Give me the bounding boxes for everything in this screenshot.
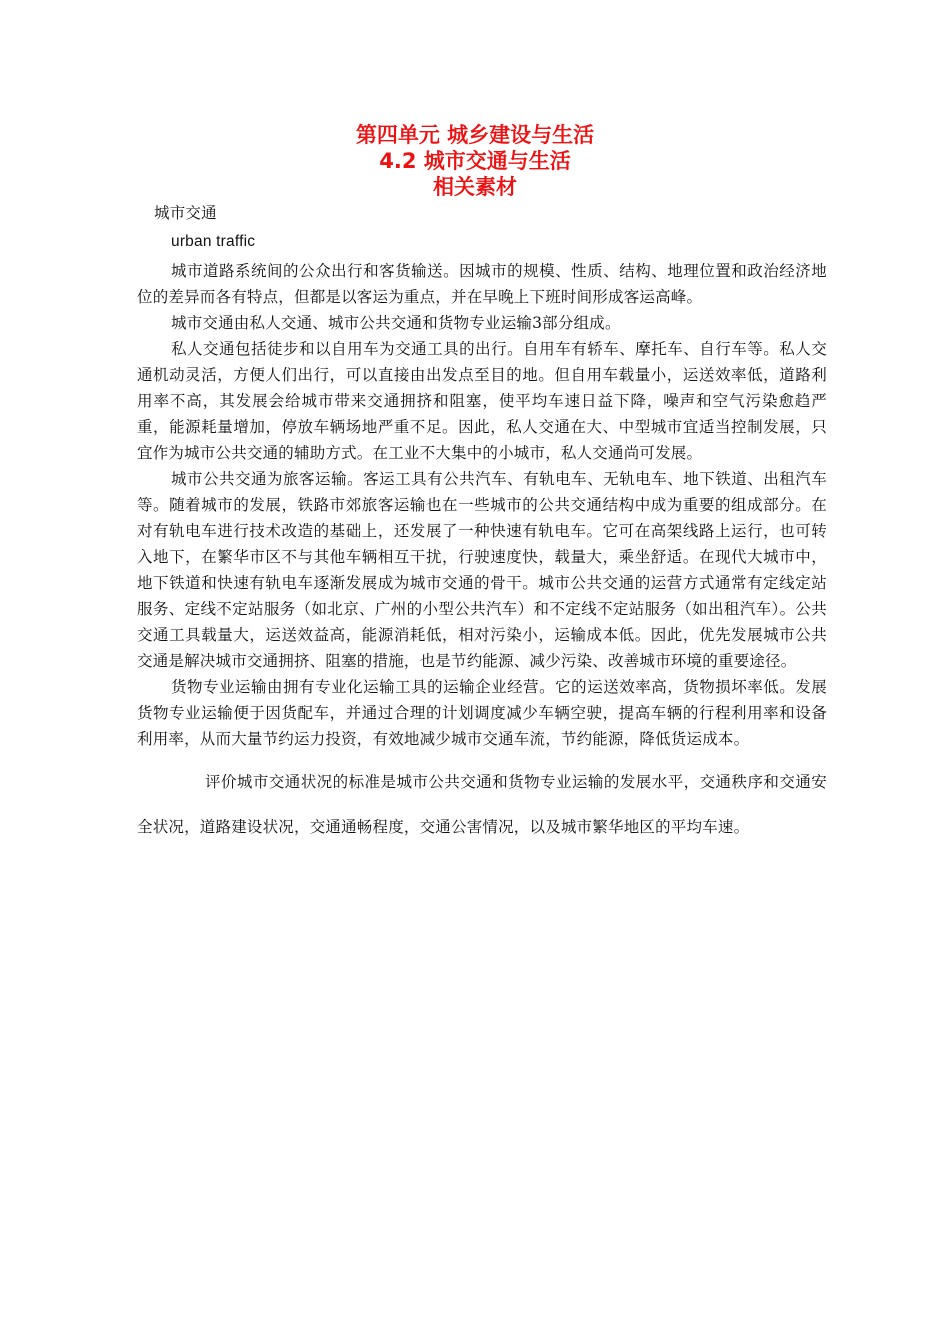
document-body xyxy=(137,200,827,850)
paragraph-evaluation: 评价城市交通状况的标准是城市公共交通和货物专业运输的发展水平，交通秩序和交通安全状况，道路建设状况，交通通畅程度，交通公害情况，以及城市繁华地区的平均车速。 xyxy=(137,773,827,836)
unit-title: 第四单元 城乡建设与生活 xyxy=(355,123,595,147)
paragraph-freight: 货物专业运输由拥有专业化运输工具的运输企业经营。它的运送效率高，货物损坏率低。发展货物专业运输便于因货配车，并通过合理的计划调度减少车辆空驶，提高车辆的行程利用率和设备利用率，从而大量节约运力投资，有效地减少城市交通车流，节约能源，降低货运成本。 xyxy=(137,678,827,748)
paragraph-composition: 城市交通由私人交通、城市公共交通和货物专业运输3部分组成。 xyxy=(171,314,621,332)
paragraph-public-transit: 城市公共交通为旅客运输。客运工具有公共汽车、有轨电车、无轨电车、地下铁道、出租汽车等。随着城市的发展，铁路市郊旅客运输也在一些城市的公共交通结构中成为重要的组成部分。在对有轨电车进行技术改造的基础上，还发展了一种快速有轨电车。它可在高架线路上运行，也可转入地下，在繁华市区不与其他车辆相互干扰，行驶速度快，载量大，乘坐舒适。在现代大城市中，地下铁道和快速有轨电车逐渐发展成为城市交通的骨干。城市公共交通的运营方式通常有定线定站服务、定线不定站服务（如北京、广州的小型公共汽车）和不定线不定站服务（如出租汽车）。公共交通工具载量大，运送效益高，能源消耗低，相对污染小，运输成本低。因此，优先发展城市公共交通是解决城市交通拥挤、阻塞的措施，也是节约能源、减少污染、改善城市环境的重要途径。 xyxy=(137,470,827,670)
material-title: 相关素材 xyxy=(433,175,517,199)
english-term: urban traffic xyxy=(171,233,256,250)
section-title: 4.2 城市交通与生活 xyxy=(379,149,571,173)
term-heading: 城市交通 xyxy=(154,204,217,222)
paragraph-private-traffic: 私人交通包括徒步和以自用车为交通工具的出行。自用车有轿车、摩托车、自行车等。私人交通机动灵活，方便人们出行，可以直接由出发点至目的地。但自用车载量小，运送效率低，道路利用率不高，其发展会给城市带来交通拥挤和阻塞，使平均车速日益下降，噪声和空气污染愈趋严重，能源耗量增加，停放车辆场地严重不足。因此，私人交通在大、中型城市宜适当控制发展，只宜作为城市公共交通的辅助方式。在工业不大集中的小城市，私人交通尚可发展。 xyxy=(137,340,827,462)
title-block xyxy=(0,122,950,200)
paragraph-definition: 城市道路系统间的公众出行和客货输送。因城市的规模、性质、结构、地理位置和政治经济地位的差异而各有特点，但都是以客运为重点，并在早晚上下班时间形成客运高峰。 xyxy=(137,262,827,306)
